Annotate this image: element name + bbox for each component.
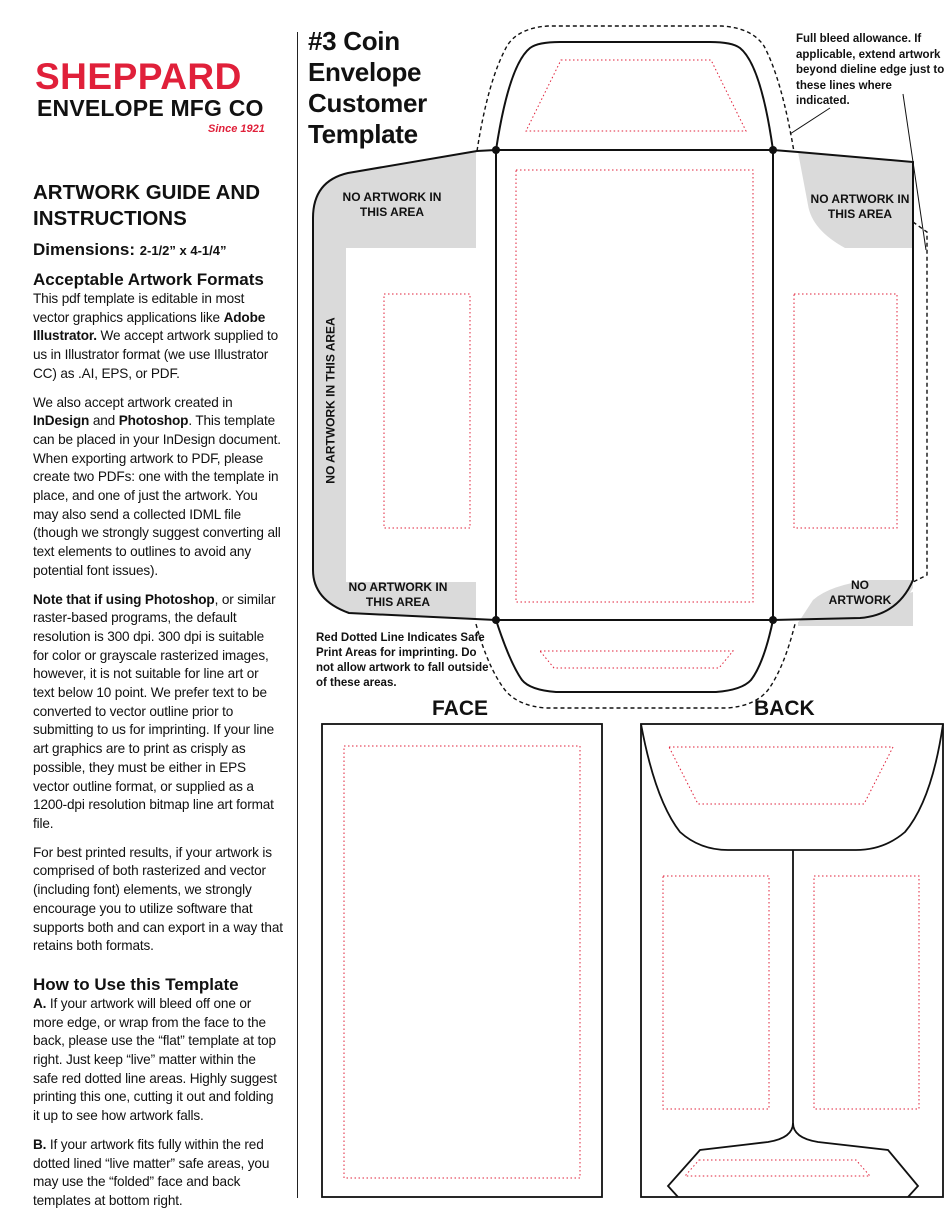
logo-brand: SHEPPARD xyxy=(35,56,242,97)
logo-since: Since 1921 xyxy=(208,123,265,135)
bleed-allowance-note: Full bleed allowance. If applicable, extend artwork beyond dieline edge just to these lines where indicated. xyxy=(796,33,945,107)
guide-title: ARTWORK GUIDE AND INSTRUCTIONS xyxy=(33,181,261,230)
back-panel xyxy=(641,724,943,1197)
fold-corner-dots xyxy=(492,146,777,624)
dimensions-value: 2-1/2” x 4-1/4” xyxy=(139,243,227,258)
no-artwork-zones xyxy=(313,152,913,626)
howto-a-paragraph: A. If your artwork will bleed off one or more edge, or wrap from the face to the back, please use the “flat” template at top right. Just keep “live” matter within the safe red dotted line areas. Highly suggest printing this one, cutting it out and folding it up to see how artwork falls. xyxy=(33,995,277,1124)
howto-heading: How to Use this Template xyxy=(33,974,239,994)
photoshop-paragraph: Note that if using Photoshop, or similar raster-based programs, the default resolution is 300 dpi. 300 dpi is suitable for color or grayscale rasterized images, however, it is not suitable for line art or text below 10 point. We prefer text to be converted to vector outline prior to submitting to us for imprinting. If your line art graphics are to print as crisply as possible, they must be either in EPS vector outline format, or supplied as a 1200-dpi resolution bitmap line art format file. xyxy=(33,591,276,831)
no-artwork-vertical: NO ARTWORK IN THIS AREA xyxy=(323,317,338,484)
dimensions-label: Dimensions: xyxy=(33,240,136,259)
no-artwork-bottom-left: NO ARTWORK IN THIS AREA xyxy=(348,580,448,609)
face-panel xyxy=(322,724,602,1197)
no-artwork-bottom-right: NO ARTWORK xyxy=(828,578,892,607)
safe-area-note: Red Dotted Line Indicates Safe Print Areas for imprinting. Do not allow artwork to fall outside of these areas. xyxy=(316,632,489,689)
logo-subtitle: ENVELOPE MFG CO xyxy=(37,95,264,121)
formats-paragraph-1: This pdf template is editable in most vector graphics applications like Adobe Illustrator. We accept artwork supplied to us in Illustrator format (we use Illustrator CC) as .AI, EPS, or PDF. xyxy=(33,291,279,381)
formats-heading: Acceptable Artwork Formats xyxy=(33,270,264,289)
formats-paragraph-2: We also accept artwork created in InDesign and Photoshop. This template can be placed in your InDesign document. When exporting artwork to PDF, please create two PDFs: one with the template in place, and one of just the artwork. You may also send a collected IDML file (though we strongly suggest converting all text elements to outlines to avoid any potential font issues). xyxy=(33,394,281,578)
best-results-paragraph: For best printed results, if your artwork is comprised of both rasterized and vector (including font) elements, we strongly encourage you to utilize software that supports both and can export in a way that retains both formats. xyxy=(33,844,283,954)
template-title: #3 Coin Envelope Customer Template xyxy=(308,26,427,149)
howto-b-paragraph: B. If your artwork fits fully within the red dotted lined “live matter” safe areas, you may use the “folded” face and back templates at bottom right. xyxy=(33,1136,270,1208)
back-label: BACK xyxy=(754,697,815,720)
no-artwork-top-left: NO ARTWORK IN THIS AREA xyxy=(342,190,442,219)
no-artwork-top-right: NO ARTWORK IN THIS AREA xyxy=(810,192,910,221)
face-label: FACE xyxy=(432,697,489,720)
